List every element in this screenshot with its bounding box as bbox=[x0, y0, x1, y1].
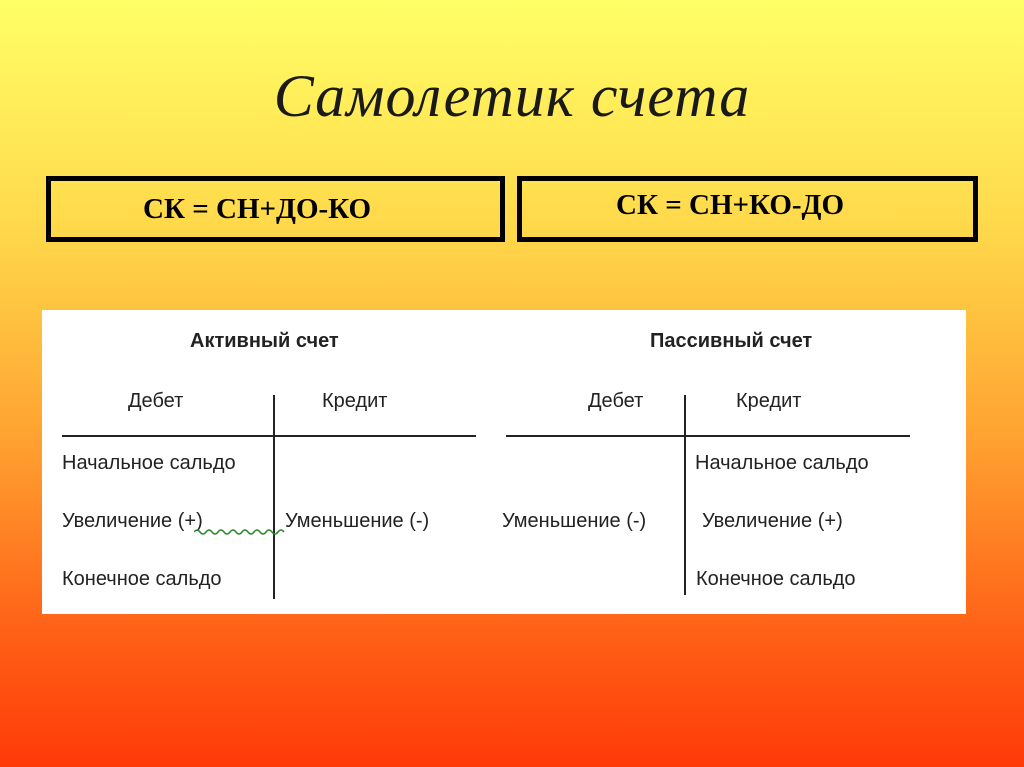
active-debit-label: Дебет bbox=[128, 390, 184, 412]
passive-decrease: Уменьшение (-) bbox=[502, 510, 647, 532]
passive-horizontal-line bbox=[506, 435, 910, 437]
passive-opening-balance: Начальное сальдо bbox=[695, 452, 869, 474]
formula-passive: СК = СН+КО-ДО bbox=[616, 189, 845, 221]
formula-box-passive bbox=[517, 176, 978, 242]
t-accounts-panel bbox=[42, 310, 966, 614]
active-horizontal-line bbox=[62, 435, 476, 437]
passive-increase: Увеличение (+) bbox=[702, 510, 843, 532]
active-decrease: Уменьшение (-) bbox=[285, 510, 430, 532]
passive-credit-label: Кредит bbox=[736, 390, 802, 412]
passive-vertical-line bbox=[684, 395, 686, 595]
active-increase: Увеличение (+) bbox=[62, 510, 203, 532]
active-opening-balance: Начальное сальдо bbox=[62, 452, 236, 474]
active-closing-balance: Конечное сальдо bbox=[62, 568, 222, 590]
formula-box-active bbox=[46, 176, 505, 242]
passive-debit-label: Дебет bbox=[588, 390, 644, 412]
slide-title: Самолетик счета bbox=[273, 63, 751, 129]
passive-account-header: Пассивный счет bbox=[650, 330, 813, 352]
passive-closing-balance: Конечное сальдо bbox=[696, 568, 856, 590]
formula-active: СК = СН+ДО-КО bbox=[143, 193, 372, 225]
spellcheck-squiggle bbox=[194, 528, 286, 536]
active-account-header: Активный счет bbox=[190, 330, 339, 352]
active-vertical-line bbox=[273, 395, 275, 599]
active-credit-label: Кредит bbox=[322, 390, 388, 412]
